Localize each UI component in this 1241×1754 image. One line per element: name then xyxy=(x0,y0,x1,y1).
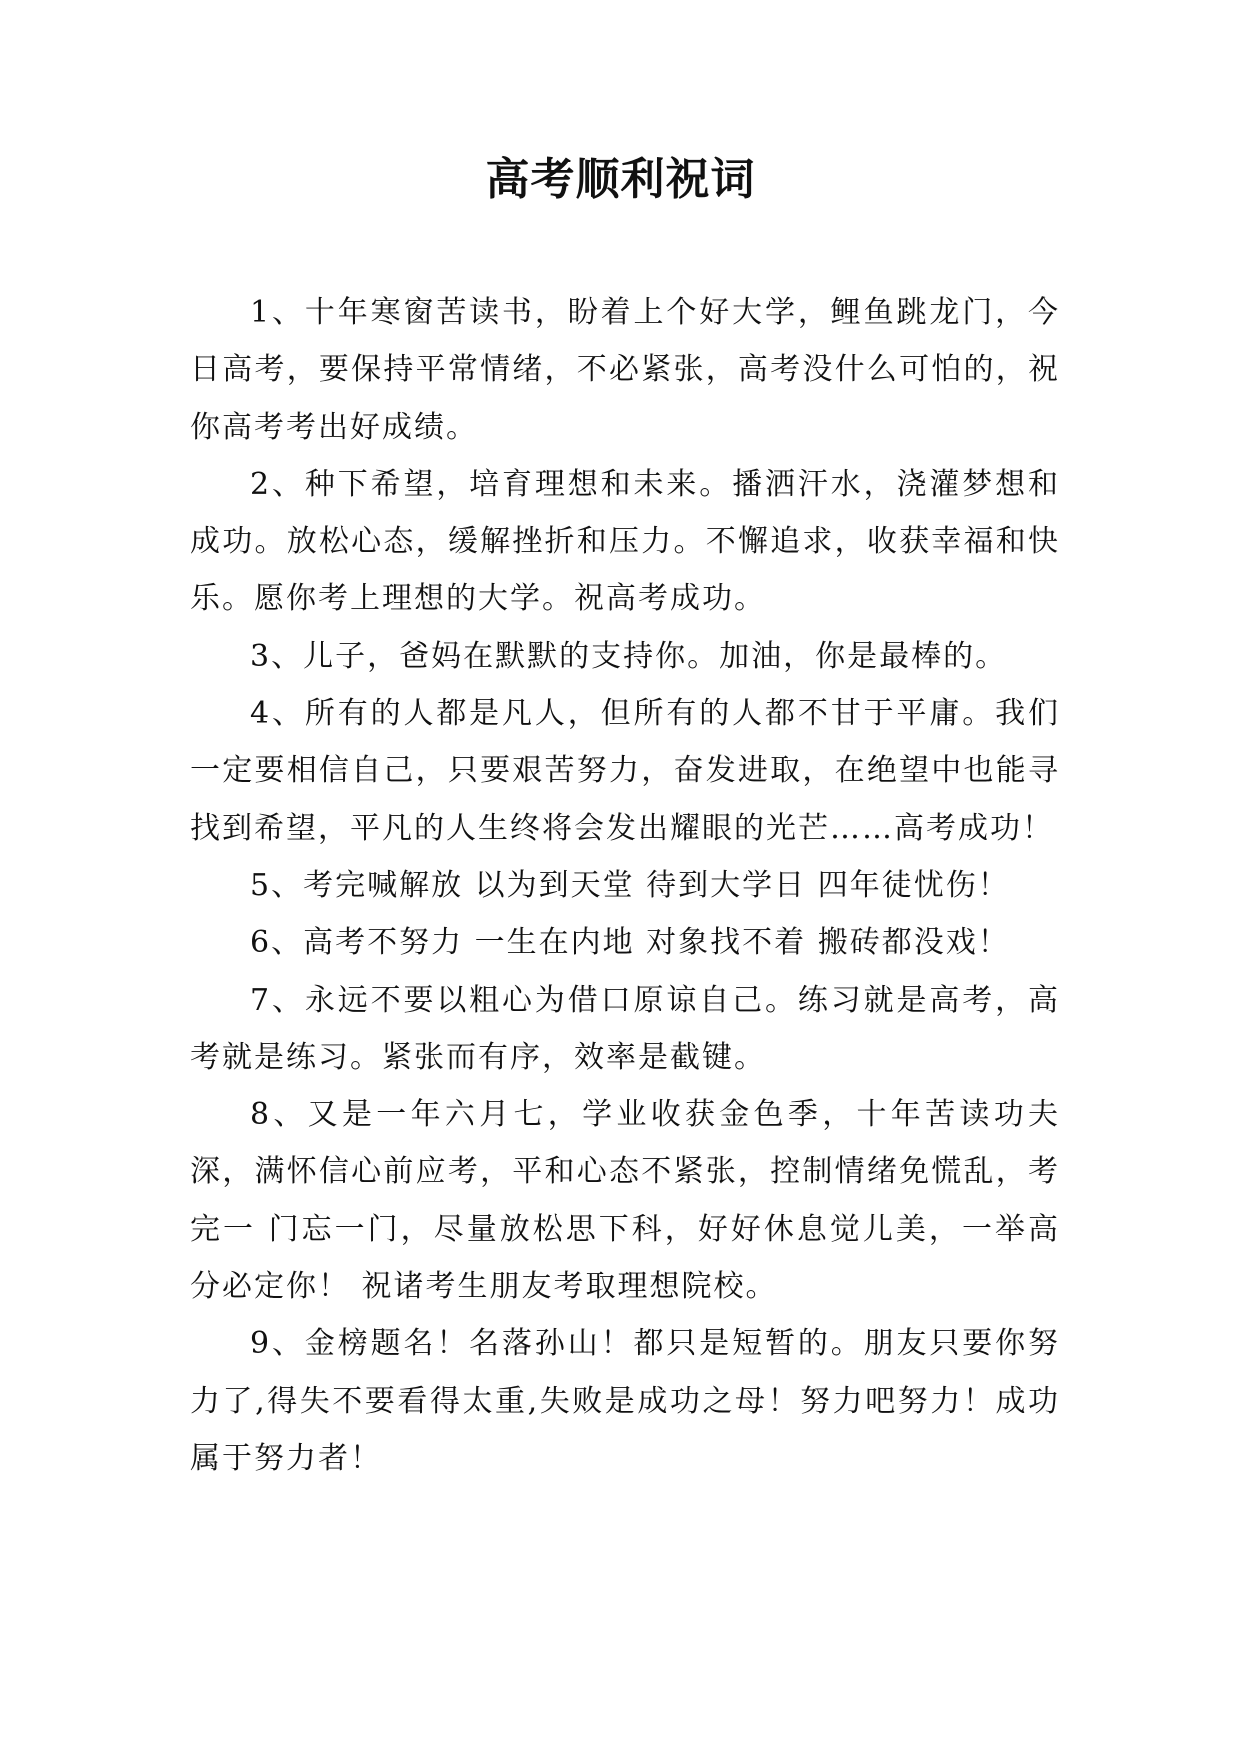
wish-paragraph-5: 5、考完喊解放 以为到天堂 待到大学日 四年徒忧伤！ xyxy=(250,867,1010,903)
wish-paragraph-7: 7、永远不要以粗心为借口原谅自己。练习就是高考，高考就是练习。紧张而有序，效率是截键。 xyxy=(190,982,1060,1075)
wish-paragraph-8: 8、又是一年六月七，学业收获金色季，十年苦读功夫深，满怀信心前应考，平和心态不紧张，控制情绪免慌乱，考完一 门忘一门，尽量放松思下科，好好休息觉儿美，一举高分必定你！ 祝诸考生朋友考取理想院校。 xyxy=(190,1097,1060,1305)
document-body xyxy=(190,284,1060,1487)
wish-paragraph-4: 4、所有的人都是凡人，但所有的人都不甘于平庸。我们一定要相信自己，只要艰苦努力，奋发进取，在绝望中也能寻找到希望，平凡的人生终将会发出耀眼的光芒……高考成功！ xyxy=(190,696,1060,846)
wish-paragraph-1: 1、十年寒窗苦读书，盼着上个好大学，鲤鱼跳龙门，今日高考，要保持平常情绪，不必紧张，高考没什么可怕的，祝你高考考出好成绩。 xyxy=(190,295,1060,445)
wish-paragraph-2: 2、种下希望，培育理想和未来。播洒汗水，浇灌梦想和成功。放松心态，缓解挫折和压力。不懈追求，收获幸福和快乐。愿你考上理想的大学。祝高考成功。 xyxy=(190,466,1060,617)
wish-paragraph-9: 9、金榜题名！名落孙山！都只是短暂的。朋友只要你努力了,得失不要看得太重,失败是成功之母！努力吧努力！成功属于努力者！ xyxy=(190,1326,1060,1476)
document-title: 高考顺利祝词 xyxy=(485,154,756,205)
wish-paragraph-3: 3、儿子，爸妈在默默的支持你。加油，你是最棒的。 xyxy=(250,638,1008,674)
wish-paragraph-6: 6、高考不努力 一生在内地 对象找不着 搬砖都没戏！ xyxy=(250,925,1010,961)
